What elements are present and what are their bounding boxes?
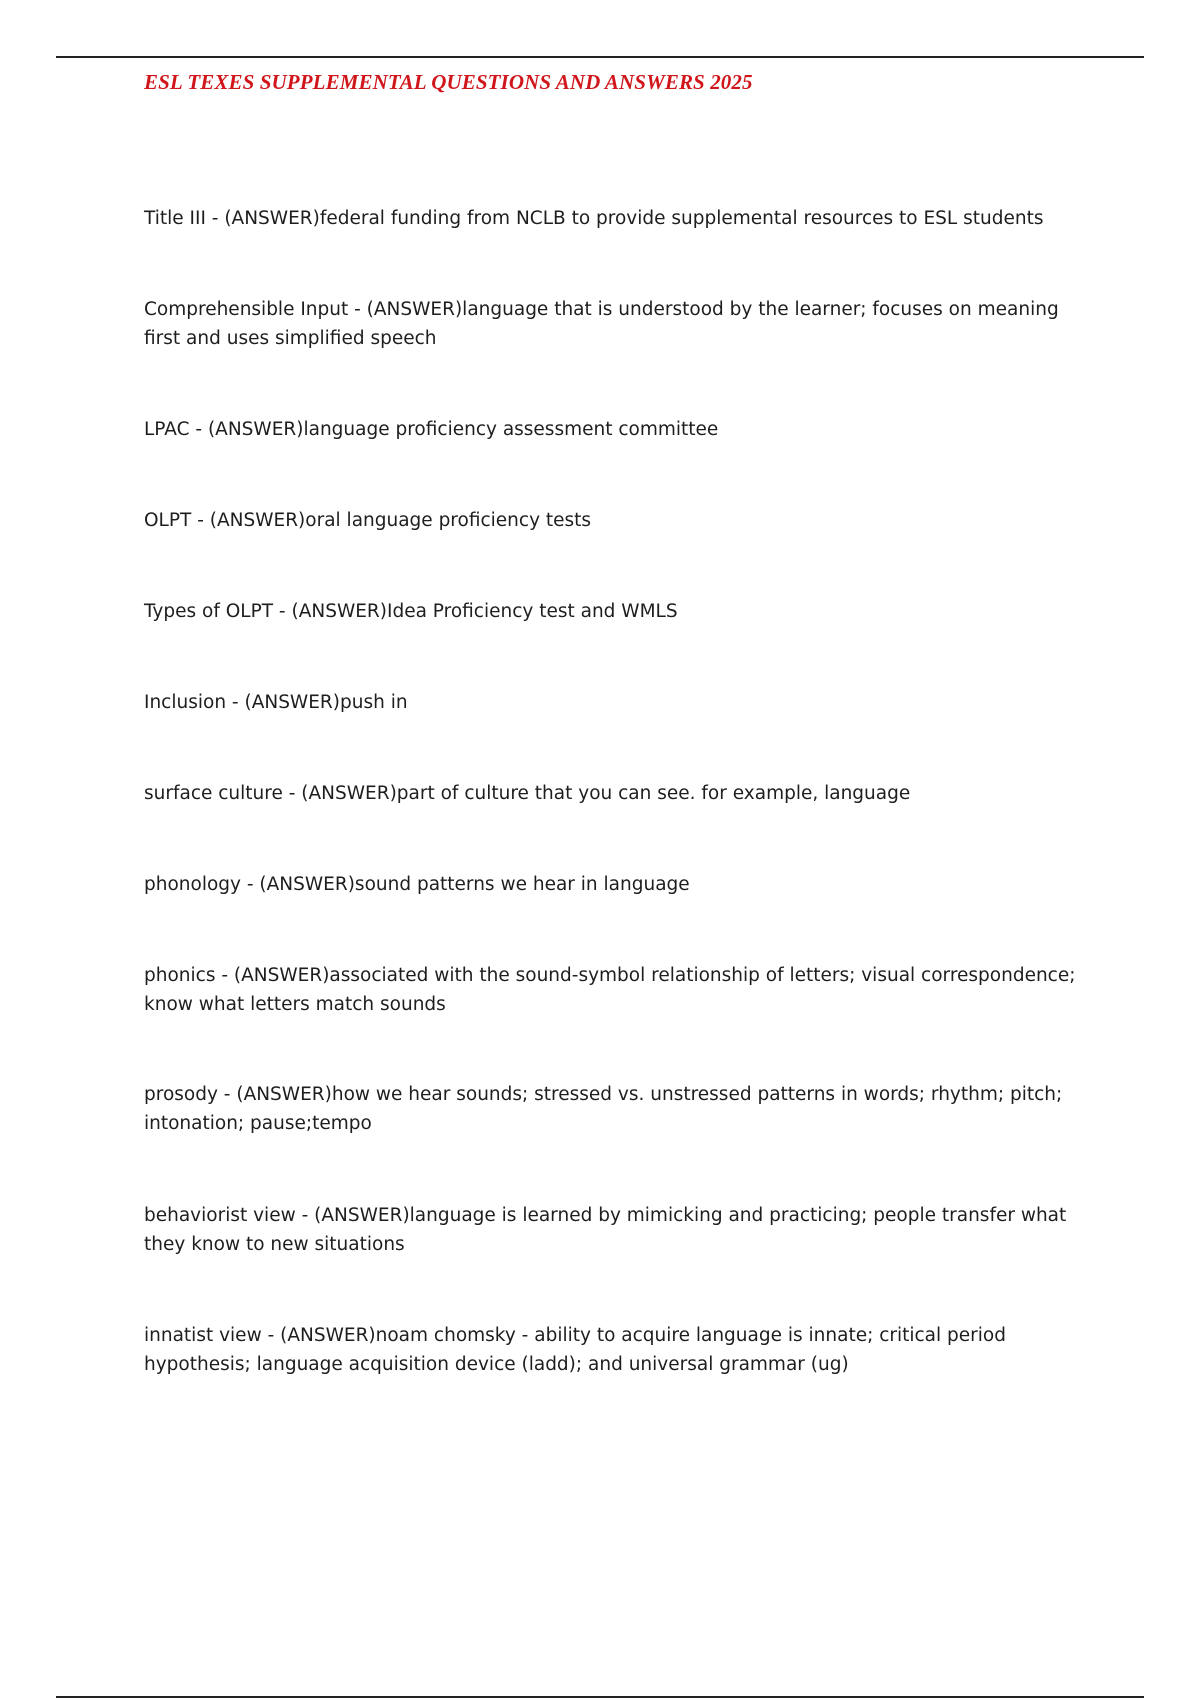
footer-rule — [56, 1696, 1144, 1698]
header-rule — [56, 56, 1144, 58]
qa-entry-phonics: phonics - (ANSWER)associated with the sound-symbol relationship of letters; visual correspondence; know what letters match sounds — [144, 965, 1076, 1015]
qa-entry-prosody: prosody - (ANSWER)how we hear sounds; stressed vs. unstressed patterns in words; rhythm; pitch; intonation; pause;tempo — [144, 1084, 1063, 1134]
qa-entry-comprehensible-input: Comprehensible Input - (ANSWER)language that is understood by the learner; focuses on meaning first and uses simplified speech — [144, 299, 1059, 349]
qa-entry-phonology: phonology - (ANSWER)sound patterns we hear in language — [144, 874, 690, 895]
qa-entry-lpac: LPAC - (ANSWER)language proficiency assessment committee — [144, 419, 719, 440]
qa-entry-title-iii: Title III - (ANSWER)federal funding from NCLB to provide supplemental resources to ESL students — [144, 208, 1044, 229]
qa-entry-innatist-view: innatist view - (ANSWER)noam chomsky - ability to acquire language is innate; critical period hypothesis; language acquisition device (ladd); and universal grammar (ug) — [144, 1325, 1006, 1375]
qa-entry-inclusion: Inclusion - (ANSWER)push in — [144, 692, 408, 713]
qa-entry-surface-culture: surface culture - (ANSWER)part of culture that you can see. for example, language — [144, 783, 911, 804]
document-title: ESL TEXES SUPPLEMENTAL QUESTIONS AND ANSWERS 2025 — [144, 70, 753, 94]
qa-entry-olpt: OLPT - (ANSWER)oral language proficiency tests — [144, 510, 592, 531]
qa-entry-behaviorist-view: behaviorist view - (ANSWER)language is learned by mimicking and practicing; people transfer what they know to new situations — [144, 1205, 1067, 1255]
qa-entry-types-of-olpt: Types of OLPT - (ANSWER)Idea Proficiency test and WMLS — [144, 601, 678, 622]
